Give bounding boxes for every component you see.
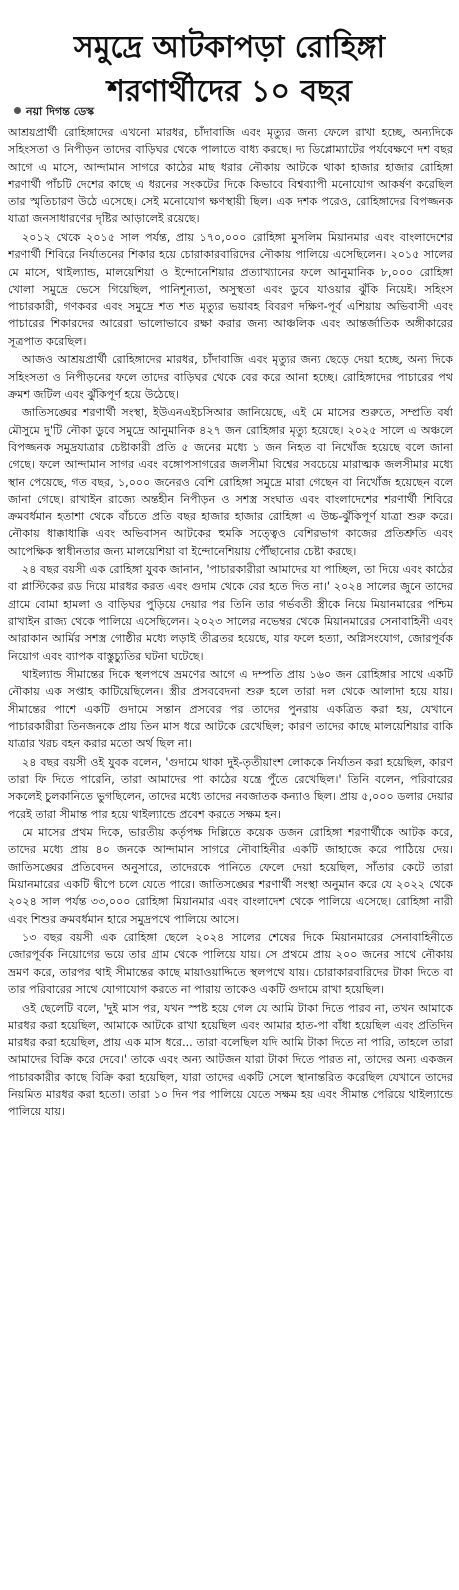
byline-text: নয়া দিগন্ত ডেস্ক <box>26 105 95 118</box>
paragraph: ২০১২ থেকে ২০১৫ সাল পর্যন্ত, প্রায় ১৭০,০০০ রোহিঙ্গা মুসলিম মিয়ানমার এবং বাংলাদেশের শরণার্থী শিবিরে নির্যাতনের শিকার হয়ে চোরাকারবারিদের নৌকায় পালিয়ে এসেছিলেন। ২০১৫ সালের মে মাসে, থাইল্যান্ড, মালয়েশিয়া ও ইন্দোনেশিয়ার প্রত্যাখ্যানের ফলে আনুমানিক ৮,০০০ রোহিঙ্গা খোলা সমুদ্রে ভেসে গিয়েছিল, পানিশূন্যতা, অসুস্থতা এবং ডুবে যাওয়ার ঝুঁকি নিয়েই। সহিংস পাচারকারী, গণকবর এবং সমুদ্রে শত শত মৃত্যুর ভয়াবহ বিবরণ দক্ষিণ-পূর্ব এশিয়ায় অভিবাসী এবং পাচারের শিকারদের আরেরা ভালোভাবে রক্ষা করার জন্য আঞ্চলিক এবং আন্তর্জাতিক অঙ্গীকারের সূত্রপাত করেছিল। <box>8 230 453 348</box>
paragraph: থাইল্যান্ড সীমান্তের দিকে স্থলপথে ভ্রমণের আগে এ দম্পতি প্রায় ১৬০ জন রোহিঙ্গার সাথে একটি নৌকায় এক সপ্তাহ কাটিয়েছিলেন। স্ত্রীর প্রসববেদনা শুরু হলে তারা দল থেকে আলাদা হয়ে যায়। সীমান্তের পাশে একটি গুদামে সন্তান প্রসবের পর তাদের পুনরায় একত্রিত করা হয়, যেখানে পাচারকারীরা তিনজনকে প্রায় তিন মাস ধরে আটকে রেখেছিল; কারণ তাদের কাছে মালয়েশিয়ার বাকি যাত্রার খরচ বহন করার মতো অর্থ ছিল না। <box>8 668 453 751</box>
article-body <box>8 124 453 1586</box>
paragraph: ১৩ বছর বয়সী এক রোহিঙ্গা ছেলে ২০২৪ সালের শেষের দিকে মিয়ানমারের সেনাবাহিনীতে জোরপূর্বক নিয়োগের ভয়ে তার গ্রাম থেকে পালিয়ে যায়। সে প্রথমে প্রায় ২০০ জনের সাথে নৌকায় ভ্রমণ করে, তারপর থাই সীমান্তের কাছে মায়াওয়াদ্দিতে স্থলপথে যায়। চোরাকারবারিদের টাকা দিতে বা তার পরিবারের সাথে যোগাযোগ করতে না পারায় তাকেও একটি গুদামে রাখা হয়েছিল। <box>8 931 453 997</box>
bullet-icon <box>14 107 21 114</box>
paragraph: আজও আশ্রয়প্রার্থী রোহিঙ্গাদের মারধর, চাঁদাবাজি এবং মৃত্যুর জন্য ছেড়ে দেয়া হচ্ছে, অন্য দিকে সহিংসতা ও নিপীড়নের ফলে তাদের বাড়িঘর থেকে বের করে আনা হচ্ছে। রোহিঙ্গাদের পাচারের পথ ক্রমশ জটিল এবং ঝুঁকিপূর্ণ হয়ে উঠেছে। <box>8 353 453 401</box>
byline <box>14 104 314 120</box>
paragraph: ওই ছেলেটি বলে, 'দুই মাস পর, যখন স্পষ্ট হয়ে গেল যে আমি টাকা দিতে পারব না, তখন আমাকে মারধর করা হয়েছিল, আমাকে আটকে রাখা হয়েছিল এবং আমার হাত-পা বাঁধা হয়েছিল এবং প্রতিদিন মারধর করা হয়েছিল, প্রায় এক মাস ধরে... তারা বলেছিল যদি আমি টাকা দিতে না পারি, তাহলে তারা আমাদের বিক্রি করে দেবে।' তাকে এবং অন্য আটজন যারা টাকা দিতে পারত না, তাদের অন্য একজন পাচারকারীর কাছে বিক্রি করা হয়েছিল, যারা তাদের একটি সেলে স্থানান্তরিত করেছিল যেখানে তাদের নিয়মিত মারধর করা হতো। তারা ১০ দিন পর পালিয়ে যেতে সক্ষম হয় এবং সীমান্ত পেরিয়ে থাইল্যান্ডে পালিয়ে যায়। <box>8 1001 453 1119</box>
article-headline: সমুদ্রে আটকাপড়া রোহিঙ্গা শরণার্থীদের ১০ বছর <box>73 30 386 110</box>
paragraph: আশ্রয়প্রার্থী রোহিঙ্গাদের এখনো মারধর, চাঁদাবাজি এবং মৃত্যুর জন্য ফেলে রাখা হচ্ছে, অন্যদিকে সহিংসতা ও নিপীড়ন তাদের বাড়িঘর থেকে পালাতে বাধ্য করছে। দ্য ডিপ্লোম্যাটের পর্যবেক্ষণে দশ বছর আগে এ মাসে, আন্দামান সাগরে কাঠের মাছ ধরার নৌকায় আটকে থাকা হাজার হাজার রোহিঙ্গা শরণার্থী পাঁচটি দেশের কাছে এ ধরনের সংকটের দিকে কিভাবে বিশ্বব্যাপী মনোযোগ আকর্ষণ করেছিল তার স্মৃতিচারণ উঠে এসেছে। সেই মনোযোগ ক্ষণস্থায়ী ছিল। এক দশক পরেও, রোহিঙ্গাদের বিপজ্জনক যাত্রা জনসাধারণের দৃষ্টির আড়ালেই রয়েছে। <box>8 126 453 226</box>
paragraph: ২৪ বছর বয়সী এক রোহিঙ্গা যুবক জানান, 'পাচারকারীরা আমাদের যা পাচ্ছিল, তা দিয়ে এবং কাঠের বা প্লাস্টিকের রড দিয়ে মারধর করত এবং গুদাম থেকে বের হতে দিত না।' ২০২৪ সালের জুনে তাদের গ্রামে বোমা হামলা ও বাড়িঘর পুড়িয়ে দেয়ার পর তিনি তার গর্ভবতী স্ত্রীকে নিয়ে মিয়ানমারের পশ্চিম রাখাইন রাজ্য থেকে পালিয়ে এসেছিলেন। ২০২৩ সালের নভেম্বর থেকে মিয়ানমারের সেনাবাহিনী এবং আরাকান আর্মির সশস্ত্র গোষ্ঠীর মধ্যে লড়াই তীব্রতর হয়েছে, যার ফলে হত্যা, অগ্নিসংযোগ, জোরপূর্বক নিয়োগ এবং ব্যাপক বাস্তুচ্যুতির ঘটনা ঘটেছে। <box>8 563 453 663</box>
paragraph: মে মাসের প্রথম দিকে, ভারতীয় কর্তৃপক্ষ দিল্লিতে কয়েক ডজন রোহিঙ্গা শরণার্থীকে আটক করে, তাদের মধ্যে প্রায় ৪০ জনকে আন্দামান সাগরে নৌবাহিনীর একটি জাহাজে করে পাঠিয়ে দেয়। জাতিসঙ্ঘের প্রতিবেদন অনুসারে, তাদেরকে পানিতে ফেলে দেয়া হয়েছিল, সাঁতার কেটে তারা মিয়ানমারের একটি দ্বীপে চলে যেতে পারে। জাতিসঙ্ঘের শরণার্থী সংস্থা অনুমান করে যে ২০২২ থেকে ২০২৪ সাল পর্যন্ত ৩৩,০০০ রোহিঙ্গা মিয়ানমার এবং বাংলাদেশ থেকে পালিয়ে এসেছে। রোহিঙ্গা নারী এবং শিশুর ক্রমবর্ধমান হারে সমুদ্রপথে পালিয়ে আসে। <box>8 826 453 926</box>
paragraph: ২৪ বছর বয়সী ওই যুবক বলেন, 'গুদামে থাকা দুই-তৃতীয়াংশ লোককে নির্যাতন করা হয়েছিল, কারণ তারা ফি দিতে পারেনি, তারা আমাদের পা কাঠের যন্ত্রে পুঁতে রেখেছিল।' তিনি বলেন, পরিবারের সকলেই চুলকানিতে ভুগছিলেন, তাদের মধ্যে তাদের নবজাতক কন্যাও ছিল। প্রায় ৫,০০০ ডলার দেয়ার পরেই তারা সীমান্ত পার হয়ে থাইল্যান্ডে প্রবেশ করতে সক্ষম হন। <box>8 755 453 821</box>
paragraph: জাতিসঙ্ঘের শরণার্থী সংস্থা, ইউএনএইচসিআর জানিয়েছে, এই মে মাসের শুরুতে, সম্প্রতি বর্ষা মৌসুমে দু'টি নৌকা ডুবে সমুদ্রে আনুমানিক ৪২৭ জন রোহিঙ্গার মৃত্যু হয়েছে। ২০২৫ সালে এ অঞ্চলে বিপজ্জনক সমুদ্রযাত্রার চেষ্টাকারী প্রতি ৫ জনের মধ্যে ১ জন নিহত বা নিখোঁজ হয়েছে বলে জানা গেছে। ফলে আন্দামান সাগর এবং বঙ্গোপসাগরের জলসীমা বিশ্বের সবচেয়ে মারাত্মক জলসীমার মধ্যে স্থান পেয়েছে, গত বছর, ১,০০০ জনেরও বেশি রোহিঙ্গা সমুদ্রে মারা গেছেন বা নিখোঁজ হয়েছেন বলে জানা গেছে। রাখাইন রাজ্যে অন্তহীন নিপীড়ন ও সশস্ত্র সংঘাত এবং বাংলাদেশের শরণার্থী শিবিরে ক্রমবর্ধমান হতাশা থেকে বাঁচতে প্রতি বছর হাজার হাজার রোহিঙ্গা এ উচ্চ-ঝুঁকিপূর্ণ যাত্রা শুরু করে। নৌকায় ধাক্কাধাক্কি এবং অভিবাসন আটকের হুমকি সত্ত্বেও বেশিরভাগ কাজের প্রতিশ্রুতি এবং আপেক্ষিক স্বাধীনতার জন্য মালয়েশিয়া বা ইন্দোনেশিয়ায় পৌঁছানোর চেষ্টা করছে। <box>8 406 453 558</box>
